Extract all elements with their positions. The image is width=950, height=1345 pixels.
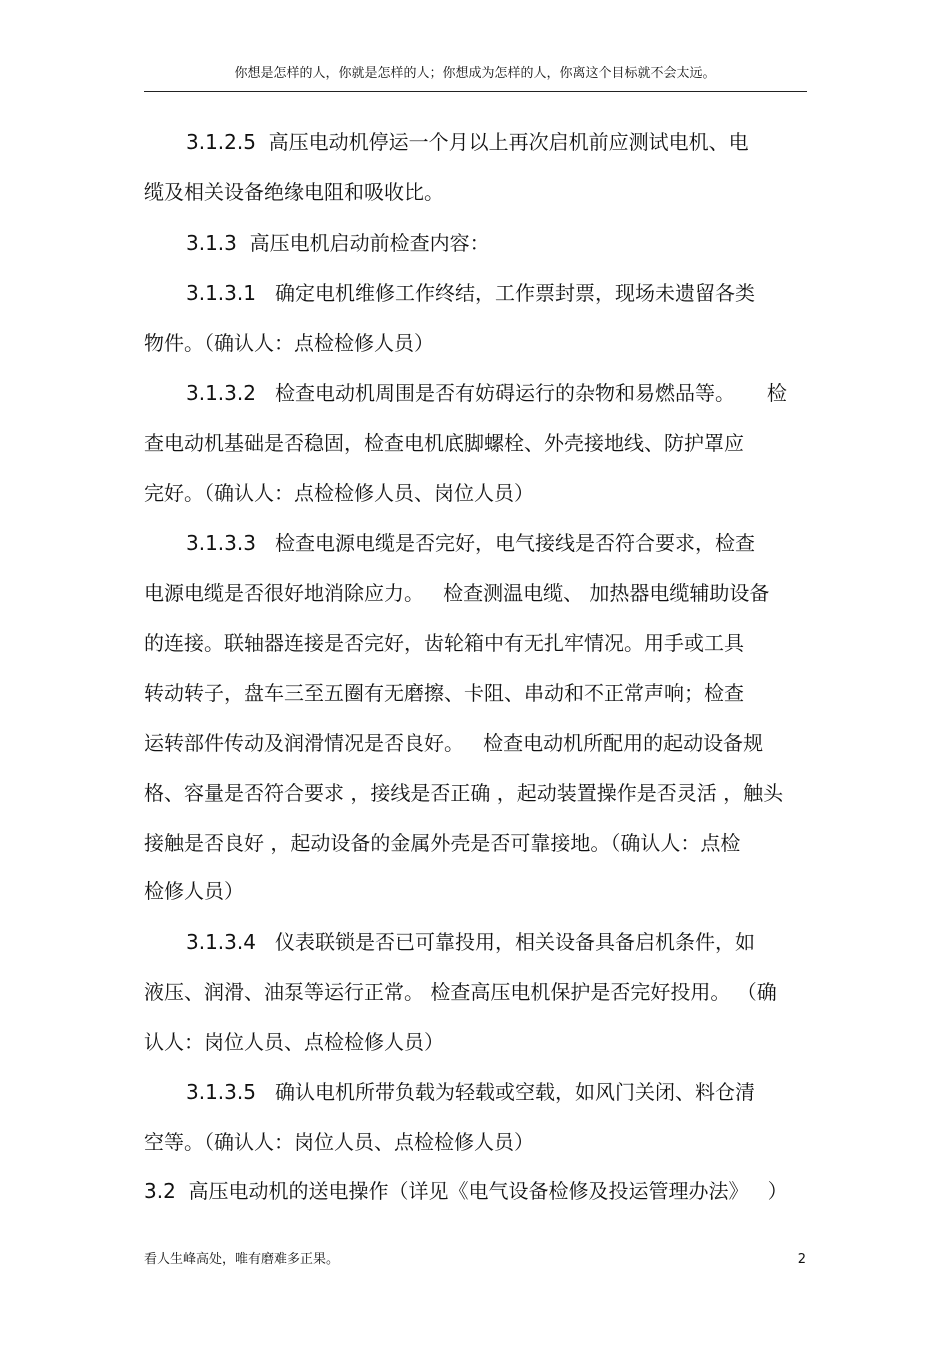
section-heading: 3.2 高压电动机的送电操作（详见《电气设备检修及投运管理办法》 ） bbox=[144, 1179, 788, 1203]
body-line: 物件。（确认人：点检检修人员） bbox=[144, 331, 434, 355]
body-line: 空等。（确认人：岗位人员、点检检修人员） bbox=[144, 1130, 534, 1154]
body-line: 3.1.3.2 检查电动机周围是否有妨碍运行的杂物和易燃品等。 检 bbox=[186, 381, 787, 405]
header-divider bbox=[144, 91, 807, 92]
body-line: 转动转子，盘车三至五圈有无磨擦、卡阻、串动和不正常声响；检查 bbox=[144, 681, 744, 705]
body-line: 3.1.3.4 仪表联锁是否已可靠投用，相关设备具备启机条件，如 bbox=[186, 930, 756, 954]
section-heading: 3.1.3 高压电机启动前检查内容： bbox=[186, 231, 490, 255]
body-line: 液压、润滑、油泵等运行正常。 检查高压电机保护是否完好投用。 （确 bbox=[144, 980, 777, 1004]
header-quote: 你想是怎样的人，你就是怎样的人；你想成为怎样的人，你离这个目标就不会太远。 bbox=[234, 66, 716, 81]
body-line: 3.1.3.5 确认电机所带负载为轻载或空载，如风门关闭、料仓清 bbox=[186, 1080, 756, 1104]
body-line: 认人：岗位人员、点检检修人员） bbox=[144, 1030, 444, 1054]
body-line: 运转部件传动及润滑情况是否良好。 检查电动机所配用的起动设备规 bbox=[144, 731, 764, 755]
body-line: 3.1.3.3 检查电源电缆是否完好，电气接线是否符合要求，检查 bbox=[186, 531, 756, 555]
body-line: 查电动机基础是否稳固，检查电机底脚螺栓、外壳接地线、防护罩应 bbox=[144, 431, 744, 455]
body-line: 的连接。联轴器连接是否完好，齿轮箱中有无扎牢情况。用手或工具 bbox=[144, 631, 744, 655]
body-line: 3.1.3.1 确定电机维修工作终结，工作票封票，现场未遗留各类 bbox=[186, 281, 756, 305]
body-line: 检修人员） bbox=[144, 879, 244, 903]
body-line: 缆及相关设备绝缘电阻和吸收比。 bbox=[144, 180, 444, 204]
body-line: 接触是否良好 ，起动设备的金属外壳是否可靠接地。（确认人：点检 bbox=[144, 831, 741, 855]
body-line: 电源电缆是否很好地消除应力。 检查测温电缆、 加热器电缆辅助设备 bbox=[144, 581, 770, 605]
page-number: 2 bbox=[797, 1252, 806, 1267]
body-line: 3.1.2.5 高压电动机停运一个月以上再次启机前应测试电机、电 bbox=[186, 130, 749, 154]
body-line: 格、容量是否符合要求 ，接线是否正确 ，起动装置操作是否灵活 ，触头 bbox=[144, 781, 784, 805]
footer-quote: 看人生峰高处，唯有磨难多正果。 bbox=[144, 1252, 340, 1267]
body-line: 完好。（确认人：点检检修人员、岗位人员） bbox=[144, 481, 534, 505]
